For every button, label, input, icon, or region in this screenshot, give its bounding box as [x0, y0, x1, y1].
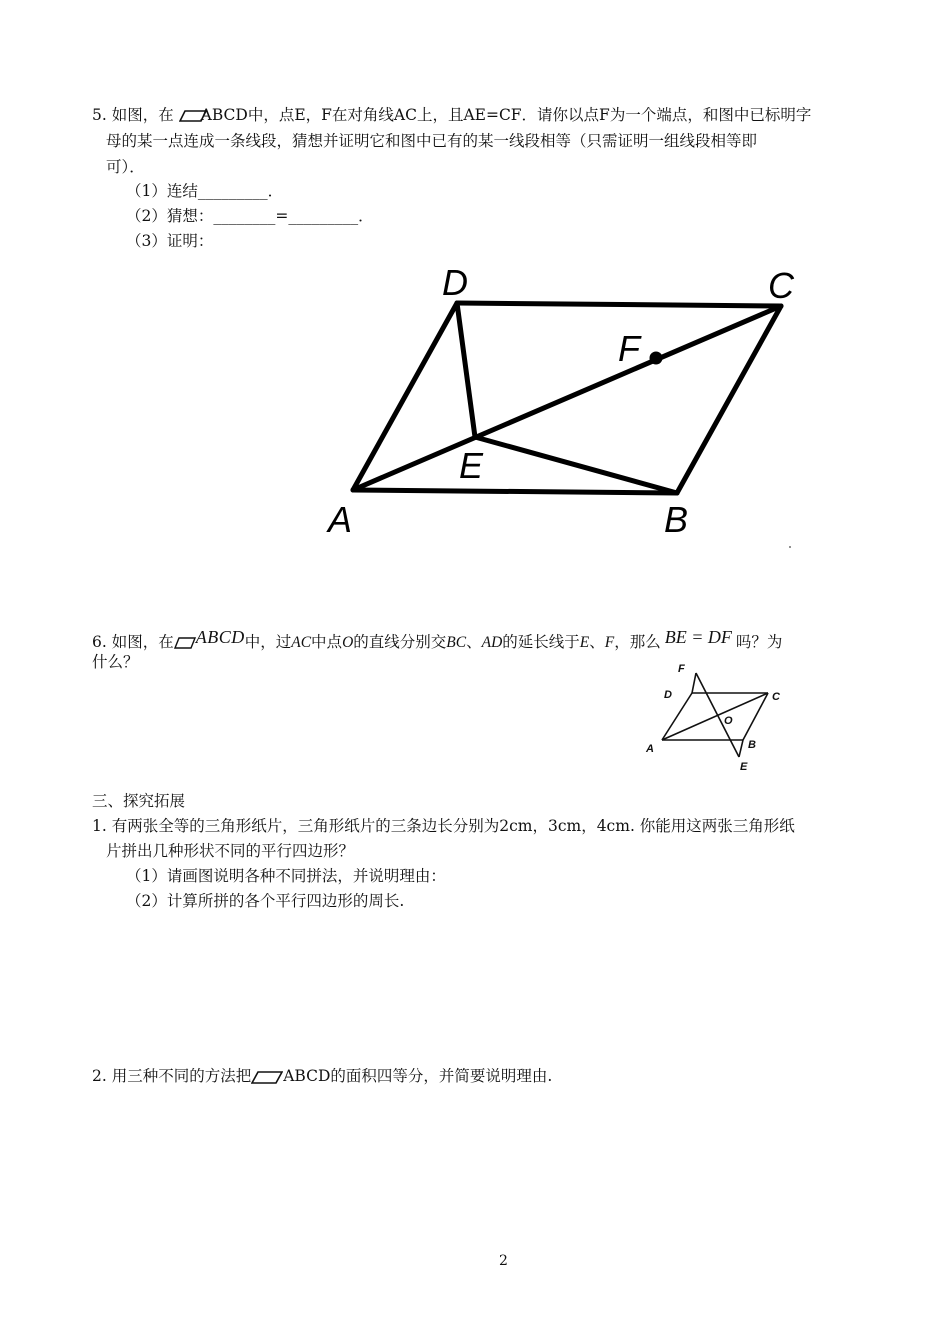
q6-label-f: F	[678, 663, 685, 675]
s3-q1-line1: 1. 有两张全等的三角形纸片，三角形纸片的三条边长分别为2cm，3cm，4cm. 你能用这两张三角形纸	[92, 817, 795, 835]
parallelogram-symbol-icon	[251, 1071, 283, 1084]
q5-stray-dot	[789, 546, 791, 548]
q6-sep-2: 、	[589, 633, 605, 651]
q6-text-4: 的延长线于	[502, 633, 580, 651]
q6-prefix: 6. 如图，在	[92, 633, 174, 651]
q6-e: E	[579, 634, 590, 651]
s3-q2-text: ABCD的面积四等分，并简要说明理由.	[283, 1067, 553, 1085]
s3-q1-item2: （2）计算所拼的各个平行四边形的周长.	[126, 892, 405, 910]
q6-label-a: A	[646, 743, 654, 755]
q5-prefix: 5. 如图，在	[92, 106, 174, 124]
q6-ad: AD	[481, 634, 503, 651]
q5-parallelogram-figure	[320, 255, 810, 555]
q6-f: F	[604, 634, 615, 651]
q6-line-fd	[692, 673, 696, 693]
q6-equation: BE = DF	[664, 627, 732, 647]
q5-segment-de	[457, 303, 475, 437]
q6-text-3: 的直线分别交	[353, 633, 447, 651]
q6-abcd: ABCD	[195, 627, 245, 647]
q5-point-f-dot	[650, 352, 663, 365]
page-number: 2	[499, 1253, 508, 1269]
q6-label-e: E	[740, 761, 748, 773]
q5-label-e: E	[459, 445, 484, 486]
section-3-heading: 三、探究拓展	[92, 792, 186, 810]
q5-line3: 可）．	[106, 158, 145, 176]
s3-q2-line	[92, 1065, 552, 1087]
q6-text-1: 中，过	[244, 633, 292, 651]
s3-q2-prefix: 2. 用三种不同的方法把	[92, 1067, 252, 1085]
q6-line1	[92, 627, 783, 654]
q6-text-2: 中点	[311, 633, 343, 651]
q6-label-d: D	[664, 689, 672, 701]
q5-side-da	[353, 303, 457, 490]
q5-side-bc	[677, 306, 781, 493]
q6-label-b: B	[748, 739, 756, 751]
q6-o: O	[342, 634, 354, 651]
q5-line2: 母的某一点连成一条线段，猜想并证明它和图中已有的某一线段相等（只需证明一组线段相等即	[106, 132, 758, 150]
q5-label-d: D	[442, 262, 468, 303]
q6-bc: BC	[446, 634, 467, 651]
q5-label-a: A	[328, 499, 353, 540]
q5-text: 中，点E，F在对角线AC上，且AE=CF．请你以点F为一个端点，和图中已标明字	[247, 106, 812, 124]
q6-label-c: C	[772, 691, 780, 703]
q6-sep-1: 、	[466, 633, 482, 651]
q6-label-o: O	[724, 715, 733, 727]
q5-item3: （3）证明：	[126, 232, 214, 250]
s3-q1-item1: （1）请画图说明各种不同拼法，并说明理由：	[126, 867, 446, 885]
parallelogram-symbol-icon	[174, 637, 196, 649]
q5-label-b: B	[664, 499, 689, 540]
q5-label-c: C	[768, 265, 794, 306]
q5-item2: （2）猜想：________=_________．	[126, 207, 374, 225]
q6-text-5: ，那么	[614, 633, 661, 651]
q6-line2: 什么？	[92, 653, 139, 671]
q5-item1: （1）连结_________．	[126, 182, 284, 200]
q6-ac: AC	[291, 634, 312, 651]
q5-side-cd	[457, 303, 781, 306]
q5-line1	[92, 104, 811, 126]
q6-side-cb	[743, 693, 768, 740]
q5-label-f: F	[618, 328, 640, 369]
q5-abcd: ABCD	[200, 106, 248, 124]
q6-line-be	[739, 740, 743, 757]
q5-segment-eb	[475, 437, 677, 493]
q5-side-ab	[353, 490, 677, 493]
q6-figure	[640, 660, 790, 775]
s3-q1-line2: 片拼出几种形状不同的平行四边形？	[106, 842, 355, 860]
q6-text-6: 吗？为	[735, 633, 783, 651]
